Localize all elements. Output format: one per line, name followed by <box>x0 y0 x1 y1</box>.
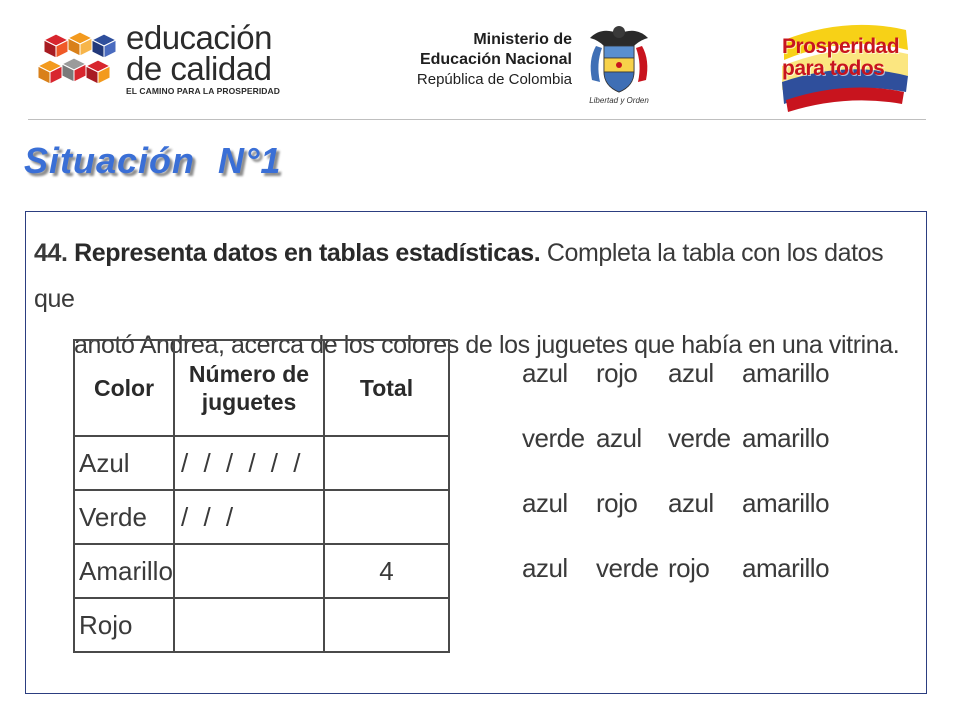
cell-color: Azul <box>74 436 174 490</box>
cell-color: Rojo <box>74 598 174 652</box>
exercise-text-line2: anotó Andrea, acerca de los colores de los juguetes que había en una vitrina. <box>74 331 900 359</box>
table-header-row <box>74 340 449 436</box>
edu-logo-line1: educación <box>126 19 272 56</box>
exercise-text-line1: Completa la tabla con los datos que <box>34 239 884 313</box>
exercise-frame <box>25 211 927 694</box>
color-word: azul <box>596 423 642 453</box>
cell-tally: / / / / / / <box>174 436 324 490</box>
seal-motto: Libertad y Orden <box>589 96 649 105</box>
coat-of-arms-icon <box>582 20 656 96</box>
header-color: Color <box>74 340 174 436</box>
exercise-bold-text: Representa datos en tablas estadísticas. <box>74 239 541 267</box>
cell-tally: / / / <box>174 490 324 544</box>
cell-color: Verde <box>74 490 174 544</box>
color-word: amarillo <box>742 423 830 453</box>
cell-total <box>324 436 449 490</box>
color-word: verde <box>522 423 585 453</box>
prosperidad-line1: Prosperidad <box>782 35 900 58</box>
color-word: rojo <box>668 553 710 583</box>
edu-logo-tagline: EL CAMINO PARA LA PROSPERIDAD <box>126 86 281 96</box>
color-count-table <box>73 339 450 653</box>
edu-logo-text <box>126 19 281 96</box>
color-word: azul <box>522 553 568 583</box>
color-word: azul <box>522 488 568 518</box>
cell-total <box>324 490 449 544</box>
educacion-de-calidad-logo <box>34 19 294 102</box>
color-word: amarillo <box>742 358 830 388</box>
table-row <box>74 598 449 652</box>
color-word: azul <box>668 358 714 388</box>
prosperidad-text <box>782 36 899 80</box>
header-number-of-toys: Número de juguetes <box>174 340 324 436</box>
color-word: rojo <box>596 358 638 388</box>
cell-tally <box>174 544 324 598</box>
table-row <box>74 544 449 598</box>
table-row <box>74 436 449 490</box>
cell-total: 4 <box>324 544 449 598</box>
header <box>0 0 960 120</box>
color-word: azul <box>668 488 714 518</box>
cell-total <box>324 598 449 652</box>
header-divider <box>28 119 926 120</box>
exercise-number: 44. <box>34 239 68 267</box>
ministry-line3: República de Colombia <box>416 71 572 88</box>
color-word: rojo <box>596 488 638 518</box>
table-row <box>74 490 449 544</box>
cubes-logo-icon <box>34 30 122 94</box>
color-word: azul <box>522 358 568 388</box>
edu-logo-line2: de calidad <box>126 50 272 87</box>
cell-tally <box>174 598 324 652</box>
header-total: Total <box>324 340 449 436</box>
colombia-coat-of-arms <box>582 20 656 108</box>
ministry-logo-text <box>392 30 572 90</box>
color-word: verde <box>668 423 731 453</box>
color-word: amarillo <box>742 553 830 583</box>
prosperidad-line2: para todos <box>782 57 885 80</box>
color-word: verde <box>596 553 659 583</box>
prosperidad-para-todos-logo <box>776 20 916 112</box>
color-word: amarillo <box>742 488 830 518</box>
ministry-line1: Ministerio de <box>473 31 572 48</box>
ministry-line2: Educación Nacional <box>419 51 572 68</box>
cell-color: Amarillo <box>74 544 174 598</box>
slide-title: Situación N°1 <box>24 140 282 181</box>
